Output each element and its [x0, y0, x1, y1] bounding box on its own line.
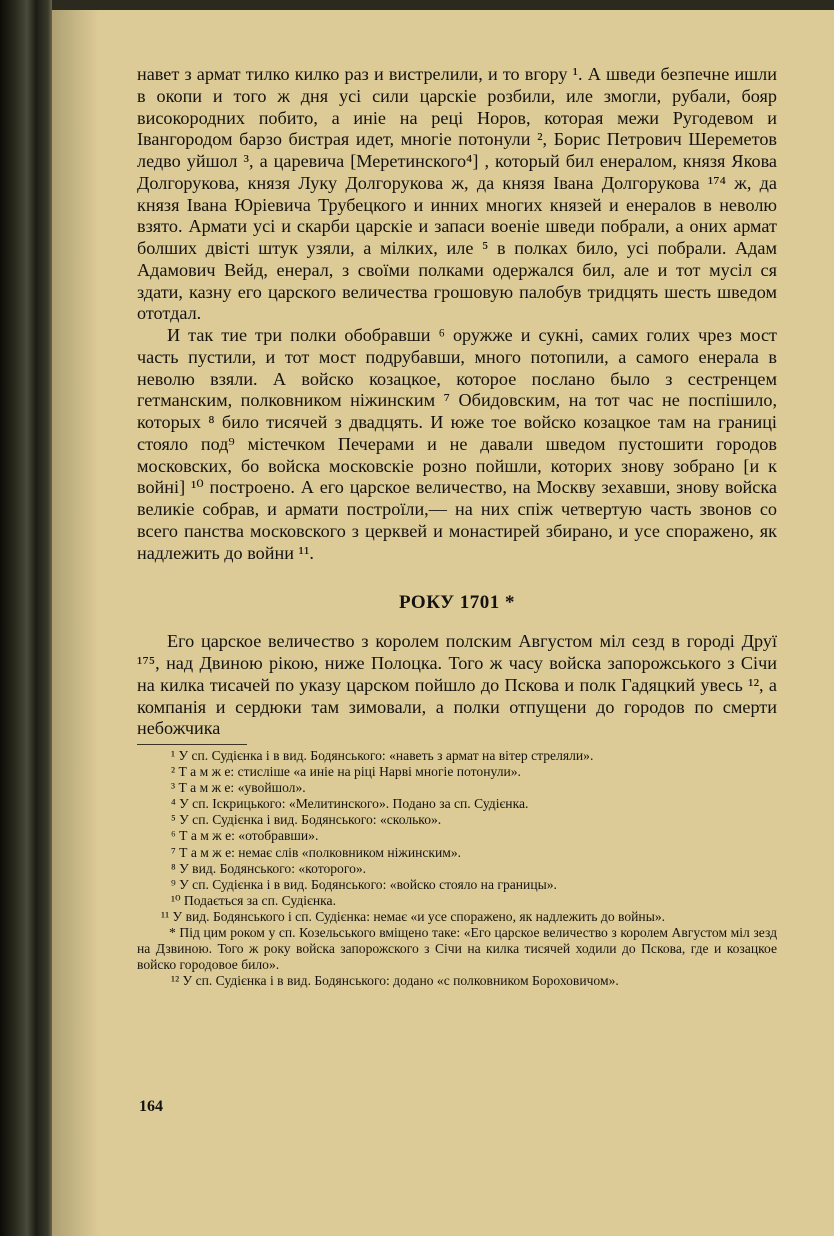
page-content [137, 64, 777, 989]
book-spine [0, 0, 60, 1236]
footnote-11: ¹¹ У вид. Бодянського і сп. Судієнка: немає «и усе споражено, як надлежить до войны». [161, 908, 666, 924]
footnote-5: ⁵ У сп. Судієнка і вид. Бодянського: «сколько». [171, 812, 442, 828]
main-text [137, 64, 777, 564]
footnote-divider [137, 744, 247, 745]
footnote-10: ¹⁰ Подається за сп. Судієнка. [171, 892, 336, 908]
section-heading: РОКУ 1701 * [398, 592, 516, 614]
footnote-9: ⁹ У сп. Судієнка і в вид. Бодянського: «войско стояло на границы». [171, 876, 557, 892]
paragraph-2: И так тие три полки обобравши ⁶ оружже и сукні, самих голих чрез мост часть пустили, и тот мост подрубавши, много потопили, а самого енерала в неволю взяли. А войско козацкое, которое послано было з сестренцем гетманским, полковником ніжинским ⁷ Обидовским, на тот час не поспішило, которых ⁸ било тисячей з двадцять. И юже тое войско козацкое там на границі стояло под⁹ містечком Печерами и не давали шведом пустошити городов московских, бо войска московскіе розно пойшли, которих знову зобрано [и к войні] ¹⁰ построено. А его царское величество, на Москву зехавши, знову войска великіе собрав, и армати построїли,— на них спіж четвертую часть звонов со всего панства московского з церквей и монастирей збирано, и усе споражено, як надлежить до войни ¹¹. [137, 325, 777, 563]
footnote-8: ⁸ У вид. Бодянського: «которого». [171, 860, 367, 876]
footnote-star: * Під цим роком у сп. Козельського вміщено таке: «Его царское величество з королем Августом міл зезд на Дзвиною. Того ж року войска запорожского з Січи на килка тисячей ходили до Пскова, где и козацкое войско городовое било». [137, 925, 777, 973]
paragraph-3: Его царское величество з королем полским Августом міл сезд в городі Друї ¹⁷⁵, над Двиною рікою, ниже Полоцка. Того ж часу войска запорожського з Січи на килка тисачей по указу царском пойшло до Пскова и полк Гадяцкий увесь ¹², а компанія и сердюки там зимовали, а полки отпущени до городов по смерти небожчика [137, 631, 777, 739]
footnote-7: ⁷ Т а м ж е: немає слів «полковником ніжинским». [171, 844, 462, 860]
page-number: 164 [139, 1098, 163, 1115]
footnote-2: ² Т а м ж е: стисліше «а иніе на ріці Нарві многіе потонули». [171, 764, 521, 780]
footnote-1: ¹ У сп. Судієнка і в вид. Бодянського: «наветь з армат на вітер стреляли». [171, 748, 594, 763]
top-edge-shadow [52, 0, 834, 10]
footnote-3: ³ Т а м ж е: «увойшол». [171, 780, 306, 796]
footnote-4: ⁴ У сп. Іскрицького: «Мелитинского». Подано за сп. Судієнка. [171, 796, 529, 812]
footnote-6: ⁶ Т а м ж е: «отобравши». [171, 828, 319, 844]
paragraph-1: навет з армат тилко килко раз и вистрелили, и то вгору ¹. А шведи безпечне ишли в окопи и того ж дня усі сили царскіе розбили, иле змогли, рубали, бояр високородних побито, а иніе на реці Норов, которая межи Ругодевом и Івангородом барзо бистрая идет, многіе потонули ², Борис Петрович Шереметов ледво уйшол ³, а царевича [Меретинского⁴] , который бил енералом, князя Якова Долгорукова, князя Луку Долгорукова ж, да князя Івана Долгорукова ¹⁷⁴ ж, да князя Івана Юріевича Трубецкого и инних многих князей и енералов в неволю взято. Армати усі и скарби царскіе и запаси военіе шведи побрали, а оних армат болших двісті штук узяли, а мілких, иле ⁵ в полках било, усі побрали. Адам Адамович Вейд, енерал, з своїми полками одержался бил, але и тот мусіл ся здати, казну его царского величества грошовую палобув тридцять шесть шведом ототдал. [137, 64, 777, 324]
footnotes [137, 748, 777, 989]
section-text [137, 631, 777, 740]
footnote-12: ¹² У сп. Судієнка і в вид. Бодянського: додано «с полковником Бороховичом». [171, 973, 619, 989]
